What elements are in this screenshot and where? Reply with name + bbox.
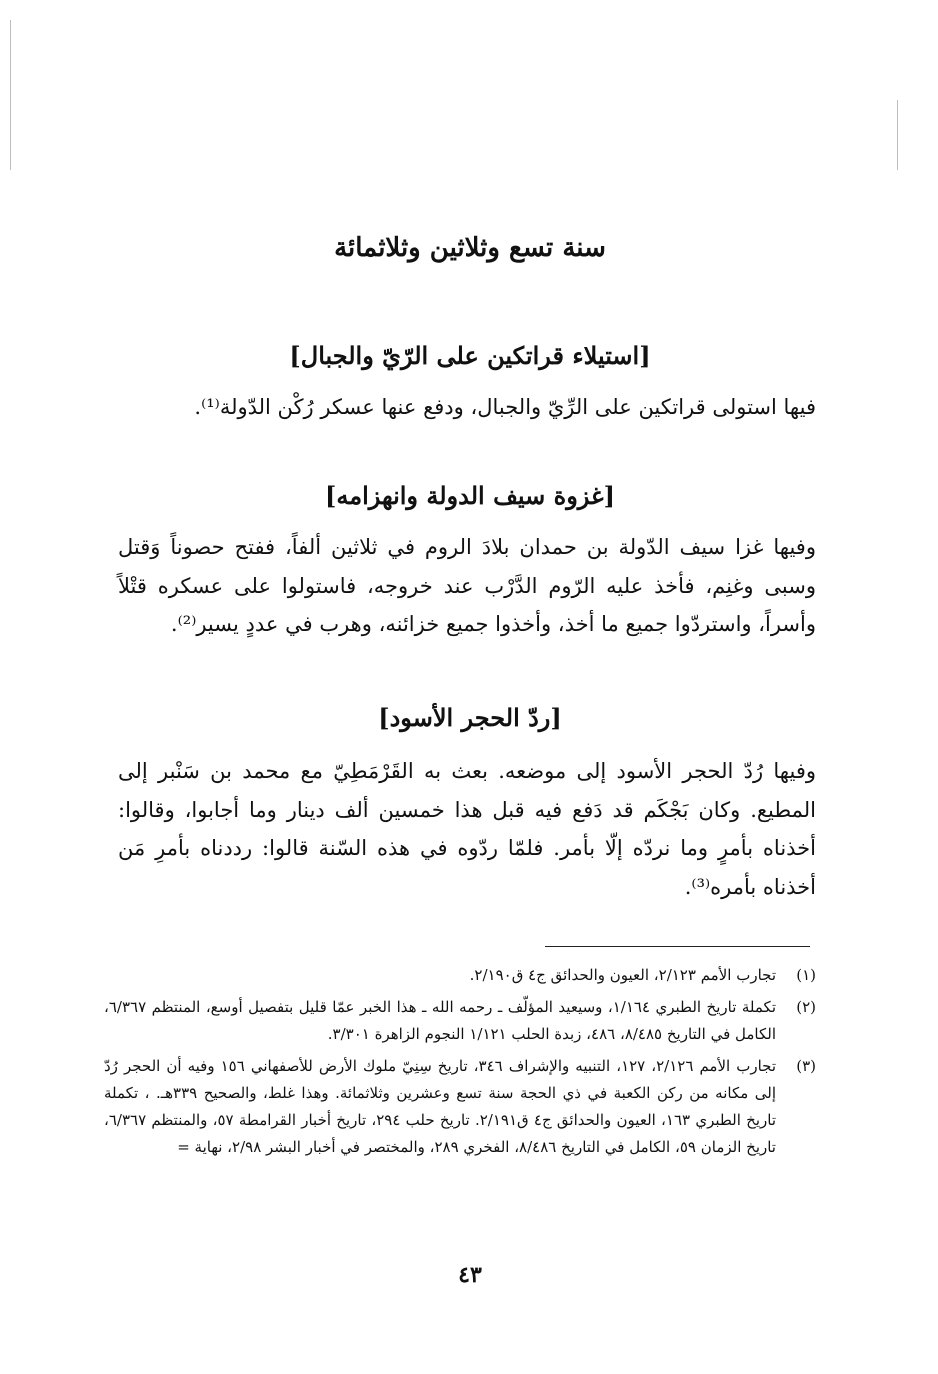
chapter-title: سنة تسع وثلاثين وثلاثمائة [334,233,606,263]
footnote [104,962,816,989]
footnotes [104,962,816,1166]
footnote [104,994,816,1048]
footnote-text: تكملة تاريخ الطبري ١/١٦٤، وسيعيد المؤلّف ـ رحمه الله ـ هذا الخبر عمّا قليل بتفصيل أوسع، المنتظم ٦/٣٦٧، الكامل في التاريخ ٨/٤٨٥، ٤٨٦، زبدة الحلب ١/١٢١ النجوم الزاهرة ٣/٣٠١. [104,998,777,1043]
footnote-number: (١) [796,966,816,984]
section-text-1: فيها استولى قراتكين على الرِّيّ والجبال، ودفع عنها عسكر رُكْن الدّولة⁽¹⁾. [194,395,816,419]
section-title-2: [غزوة سيف الدولة وانهزامه] [325,481,615,510]
footnote-text: تجارب الأمم ٢/١٢٣، العيون والحدائق ج٤ ق٢/١٩٠. [469,966,776,984]
footnote-separator [545,946,810,947]
footnote-number: (٣) [796,1057,816,1075]
page-number: ٤٣ [458,1262,482,1288]
footnote [104,1053,816,1161]
footnote-text: تجارب الأمم ٢/١٢٦، ١٢٧، التنبيه والإشراف ٣٤٦، تاريخ سِنِيّ ملوك الأرض للأصفهاني ١٥٦ وفيه أن الحجر رُدّ إلى مكانه من ركن الكعبة في ذي الحجة سنة تسع وعشرين وثلاثمائة. وهذا غلط، والصحيح ٣٣٩هـ. ، تكملة تاريخ الطبري ١٦٣، العيون والحدائق ج٤ ق٢/١٩١. تاريخ حلب ٢٩٤، تاريخ أخبار القرامطة ٥٧، والمنتظم ٦/٣٦٧، تاريخ الزمان ٥٩، الكامل في التاريخ ٨/٤٨٦، الفخري ٢٨٩، والمختصر في أخبار البشر ٢/٩٨، نهاية = [104,1057,777,1156]
scan-edge-mark [897,100,898,170]
section-text-3: وفيها رُدّ الحجر الأسود إلى موضعه. بعث به القَرْمَطِيّ مع محمد بن سَنْبر إلى المطيع. وكان بَجْكَم قد دَفع فيه قبل هذا خمسين ألف دينار وما أجابوا، وقالوا: أخذناه بأمرٍ وما نردّه إلّا بأمر. فلمّا ردّوه في هذه السّنة قالوا: رددناه بأمرِ مَن أخذناه بأمره⁽³⁾. [118,759,816,899]
scan-edge-mark [10,20,11,170]
section-title-1: [استيلاء قراتكين على الرّيّ والجبال] [289,341,651,370]
section-text-2: وفيها غزا سيف الدّولة بن حمدان بلادَ الروم في ثلاثين ألفاً، ففتح حصوناً وَقتل وسبى وغنِم، فأخذ عليه الرّوم الدَّرْب عند خروجه، فاستولوا على عسكره قتْلاً وأسراً، واستردّوا جميع ما أخذ، وأخذوا جميع خزائنه، وهرب في عددٍ يسير⁽²⁾. [118,535,816,636]
section-title-3: [ردّ الحجر الأسود] [378,703,562,732]
footnote-number: (٢) [796,998,816,1016]
